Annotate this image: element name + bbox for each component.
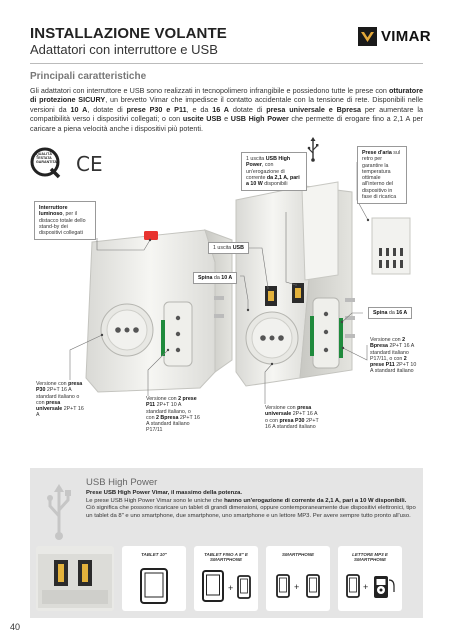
section-heading: Principali caratteristiche: [30, 71, 147, 82]
page-number: 40: [10, 622, 21, 632]
svg-text:+: +: [363, 582, 369, 592]
usb-product-photo: [36, 546, 114, 611]
tablet-smartphone-icon: [202, 568, 252, 604]
callout-plug-10a: Spina da 10 A: [193, 272, 237, 284]
callout-usb: 1 uscita USB: [208, 242, 249, 254]
usb-section-body: Le prese USB High Power Vimar sono le uniche che hanno un'erogazione di corrente da 2,1 A, pari a 10 W disponibili. Ciò significa che possono ricaricare un tablet di grandi dimensioni, oppure contemporaneamente due dispositivi elettronici, tipo un tablet da 8" e uno smartphone, due smartphone, uno smartphone e un lettore MP3. Per avere sempre tutto pronto all'uso.: [86, 497, 416, 520]
device-card-tablet-smartphone: [194, 546, 258, 611]
adapter-left: [86, 230, 232, 392]
callout-p11-version: Versione con 2 prese P11 2P+T 10 A standard italiano, o con 2 Bpresa 2P+T 16 A standard italiano P17/11: [146, 396, 200, 434]
svg-text:+: +: [228, 583, 234, 593]
device-card-label: SMARTPHONE: [282, 552, 314, 557]
callout-universal-version: Versione con presa universale 2P+T 16 A o con presa P30 2P+T 16 A standard italiano: [265, 405, 319, 430]
device-card-smartphone: [266, 546, 330, 611]
callout-bpresa-version: Versione con 2 Bpresa 2P+T 16 A standard italiano P17/11, o con 2 prese P11 2P+T 10 A standard italiano: [370, 337, 417, 375]
usb-icon: [308, 137, 319, 162]
tablet-icon: [140, 568, 168, 604]
device-card-label: TABLET FINO A 8" E SMARTPHONE: [204, 552, 248, 563]
usb-high-power-section: [30, 468, 423, 618]
vimar-logo-text: VIMAR: [381, 28, 431, 45]
usb-large-icon: [44, 482, 74, 542]
air-vents: [372, 218, 410, 274]
svg-text:+: +: [294, 582, 300, 592]
page-title: INSTALLAZIONE VOLANTE: [30, 25, 227, 42]
usb-section-lead: Prese USB High Power Vimar, il massimo della potenza.: [86, 490, 243, 496]
usb-adapter-photo: [36, 546, 114, 611]
callout-plug-16a: Spina da 16 A: [368, 307, 412, 319]
mp3-smartphone-icon: [346, 570, 396, 602]
two-smartphones-icon: [276, 570, 322, 602]
device-card-mp3-smartphone: [338, 546, 402, 611]
page-subtitle: Adattatori con interruttore e USB: [30, 42, 218, 57]
callout-air-vents: Prese d'aria sul retro per garantire la temperatura ottimale all'interno del dispositivo in fase di ricarica: [357, 146, 407, 204]
power-switch: [144, 231, 158, 240]
usb-section-heading: USB High Power: [86, 477, 158, 488]
safety-shutter: [161, 320, 165, 356]
callout-p30-version: Versione con presa P30 2P+T 16 A standard italiano o con presa universale 2P+T 16 A: [36, 381, 84, 419]
callout-switch: Interruttore luminoso, per il distacco totale dello stand-by dei dispositivi collegati: [34, 201, 96, 240]
device-card-label: LETTORE MP3 E SMARTPHONE: [352, 552, 388, 563]
quality-mark-text: QUALITÀ TESTATA GARANTITA: [36, 152, 57, 164]
callout-usb-high-power: 1 uscita USB High Power, con un'erogazione di corrente da 2,1 A, pari a 10 W disponibili: [241, 152, 307, 191]
ce-mark: CE: [76, 152, 103, 176]
device-card-label: TABLET 10": [141, 552, 167, 557]
usb-section-text: [86, 490, 416, 521]
device-card-tablet: [122, 546, 186, 611]
intro-paragraph: Gli adattatori con interruttore e USB sono realizzati in tecnopolimero infrangibile e possiedono tutte le prese con otturatore di protezione SICURY, un brevetto Vimar che impedisce il contatto accidentale con la tensione di rete. Disponibili nelle versioni da 10 A, dotate di prese P30 e P11, e da 16 A dotate di presa universale e Bpresa per aumentare la compatibilità verso i dispositivi collegati; o con uscite USB e USB High Power che permette di erogare fino a 2,1 A per caricare a piena velocità anche i dispositivi più potenti.: [30, 86, 423, 133]
